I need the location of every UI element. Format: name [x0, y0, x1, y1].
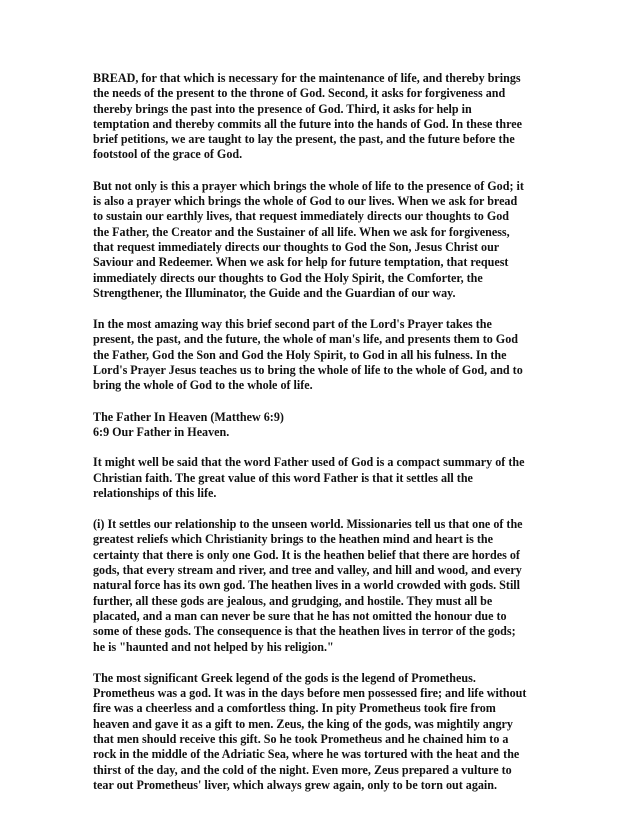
paragraph: [93, 317, 553, 393]
text-line: natural force has its own god. The heathen lives in a world crowded with gods. Still: [93, 578, 521, 593]
text-line: relationships of this life.: [93, 485, 217, 500]
text-line: It might well be said that the word Father used of God is a compact summary of the: [93, 455, 525, 470]
text-line: fire was a cheerless and a comfortless thing. In pity Prometheus took fire from: [93, 701, 496, 716]
text-line: Strengthener, the Illuminator, the Guide and the Guardian of our way.: [93, 285, 456, 300]
text-line: certainty that there is only one God. It is the heathen belief that there are hordes of: [93, 547, 520, 562]
text-line: further, all these gods are jealous, and grudging, and hostile. They must all be: [93, 593, 493, 608]
text-line: he is "haunted and not helped by his religion.": [93, 639, 334, 654]
text-line: some of these gods. The consequence is that the heathen lives in terror of the gods;: [93, 624, 516, 639]
text-line: In the most amazing way this brief second part of the Lord's Prayer takes the: [93, 317, 492, 332]
text-line: that men should receive this gift. So he took Prometheus and he chained him to a: [93, 731, 509, 746]
text-line: Saviour and Redeemer. When we ask for help for future temptation, that request: [93, 255, 509, 270]
text-line: present, the past, and the future, the whole of man's life, and presents them to God: [93, 332, 518, 347]
text-line: immediately directs our thoughts to God the Holy Spirit, the Comforter, the: [93, 270, 483, 285]
text-line: rock in the middle of the Adriatic Sea, where he was tortured with the heat and the: [93, 747, 520, 762]
text-line: that request immediately directs our thoughts to God the Son, Jesus Christ our: [93, 239, 500, 254]
text-line: greatest reliefs which Christianity brings to the heathen mind and heart is the: [93, 532, 493, 547]
text-line: tear out Prometheus' liver, which always grew again, only to be torn out again.: [93, 777, 498, 792]
text-line: the Father, God the Son and God the Holy Spirit, to God in all his fulness. In the: [93, 347, 507, 362]
text-line: placated, and a man can never be sure that he has not omitted the honour due to: [93, 608, 507, 623]
text-line: The most significant Greek legend of the gods is the legend of Prometheus.: [93, 670, 476, 685]
text-line: is also a prayer which brings the whole of God to our lives. When we ask for bread: [93, 194, 518, 209]
text-line: heaven and gave it as a gift to men. Zeus, the king of the gods, was mightily angry: [93, 716, 513, 731]
text-line: But not only is this a prayer which brings the whole of life to the presence of God; it: [93, 178, 524, 193]
text-line: BREAD, for that which is necessary for the maintenance of life, and thereby brings: [93, 71, 521, 85]
text-line: Prometheus was a god. It was in the days before men possessed fire; and life without: [93, 686, 527, 701]
text-line: (i) It settles our relationship to the unseen world. Missionaries tell us that one of the: [93, 517, 523, 532]
paragraph: [93, 455, 553, 501]
text-line: Christian faith. The great value of this word Father is that it settles all the: [93, 470, 473, 485]
text-line: temptation and thereby commits all the future into the hands of God. In these three: [93, 116, 522, 131]
section-heading: [93, 410, 553, 441]
text-line: the needs of the present to the throne of God. Second, it asks for forgiveness and: [93, 86, 506, 101]
paragraph: [93, 179, 553, 301]
paragraph: [93, 671, 553, 793]
text-line: footstool of the grace of God.: [93, 147, 243, 162]
text-line: bring the whole of God to the whole of life.: [93, 378, 313, 393]
text-line: the Father, the Creator and the Sustainer of all life. When we ask for forgiveness,: [93, 224, 510, 239]
text-line: 6:9 Our Father in Heaven.: [93, 424, 230, 439]
text-line: gods, that every stream and river, and tree and valley, and hill and wood, and every: [93, 563, 522, 578]
document-body: [93, 71, 553, 809]
paragraph: [93, 517, 553, 655]
text-line: brief petitions, we are taught to lay the present, the past, and the future before the: [93, 132, 515, 147]
text-line: thereby brings the past into the presence of God. Third, it asks for help in: [93, 101, 472, 116]
text-line: thirst of the day, and the cold of the night. Even more, Zeus prepared a vulture to: [93, 762, 512, 777]
text-line: Lord's Prayer Jesus teaches us to bring the whole of life to the whole of God, and to: [93, 363, 523, 378]
text-line: The Father In Heaven (Matthew 6:9): [93, 409, 284, 424]
text-line: to sustain our earthly lives, that request immediately directs our thoughts to God: [93, 209, 510, 224]
paragraph: [93, 71, 553, 163]
